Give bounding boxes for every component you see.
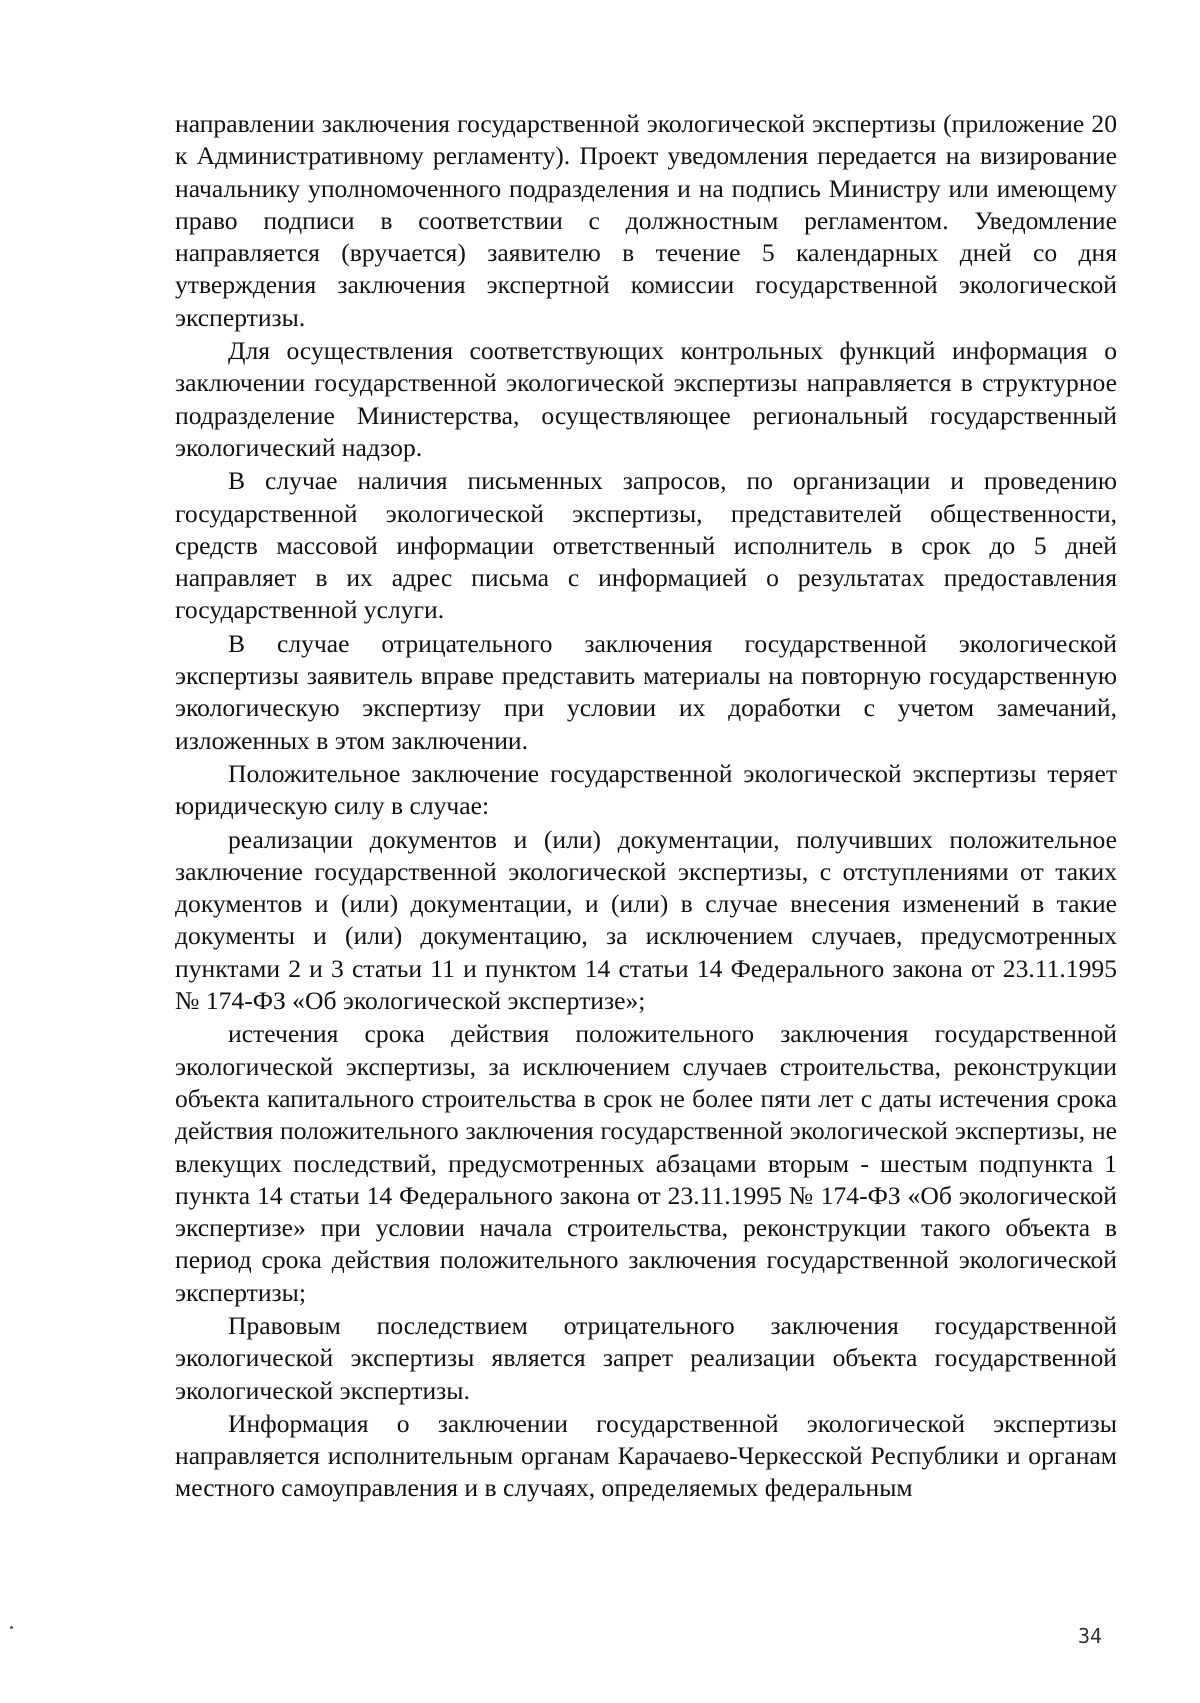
document-body [175, 108, 1117, 1505]
page-number: 34 [1078, 1624, 1103, 1648]
paragraph-case-expiry: истечения срока действия положительного заключения государственной экологической экспертизы, за исключением случаев строительства, реконструкции объекта капитального строительства в срок не более пяти лет с даты истечения срока действия положительного заключения государственной экологической экспертизы, не влекущих последствий, предусмотренных абзацами вторым - шестым подпункта 1 пункта 14 статьи 14 Федерального закона от 23.11.1995 № 174-ФЗ «Об экологической экспертизе» при условии начала строительства, реконструкции такого объекта в период срока действия положительного заключения государственной экологической экспертизы; [175, 1019, 1117, 1307]
paragraph-control-functions: Для осуществления соответствующих контрольных функций информация о заключении государственной экологической экспертизы направляется в структурное подразделение Министерства, осуществляющее региональный государственный экологический надзор. [175, 336, 1117, 462]
paragraph-information-distribution: Информация о заключении государственной экологической экспертизы направляется исполнительным органам Карачаево-Черкесской Республики и органам местного самоуправления и в случаях, определяемых федеральным [175, 1408, 1117, 1503]
paragraph-notification-continuation: направлении заключения государственной экологической экспертизы (приложение 20 к Административному регламенту). Проект уведомления передается на визирование начальнику уполномоченного подразделения и на подпись Министру или имеющему право подписи в соответствии с должностным регламентом. Уведомление направляется (вручается) заявителю в течение 5 календарных дней со дня утверждения заключения экспертной комиссии государственной экологической экспертизы. [175, 109, 1117, 332]
paragraph-written-requests: В случае наличия письменных запросов, по организации и проведению государственной экологической экспертизы, представителей общественности, средств массовой информации ответственный исполнитель в срок до 5 дней направляет в их адрес письма с информацией о результатах предоставления государственной услуги. [175, 466, 1117, 625]
scan-artifact [10, 1626, 13, 1629]
paragraph-case-implementation-deviations: реализации документов и (или) документации, получивших положительное заключение государственной экологической экспертизы, с отступлениями от таких документов и (или) документации, и (или) в случае внесения изменений в такие документы и (или) документацию, за исключением случаев, предусмотренных пунктами 2 и 3 статьи 11 и пунктом 14 статьи 14 Федерального закона от 23.11.1995 № 174-ФЗ «Об экологической экспертизе»; [175, 824, 1117, 1016]
paragraph-positive-conclusion-loses-force: Положительное заключение государственной экологической экспертизы теряет юридическую силу в случае: [175, 758, 1117, 821]
paragraph-negative-conclusion-resubmission: В случае отрицательного заключения государственной экологической экспертизы заявитель вправе представить материалы на повторную государственную экологическую экспертизу при условии их доработки с учетом замечаний, изложенных в этом заключении. [175, 628, 1117, 755]
paragraph-legal-consequence: Правовым последствием отрицательного заключения государственной экологической экспертизы является запрет реализации объекта государственной экологической экспертизы. [175, 1310, 1117, 1405]
